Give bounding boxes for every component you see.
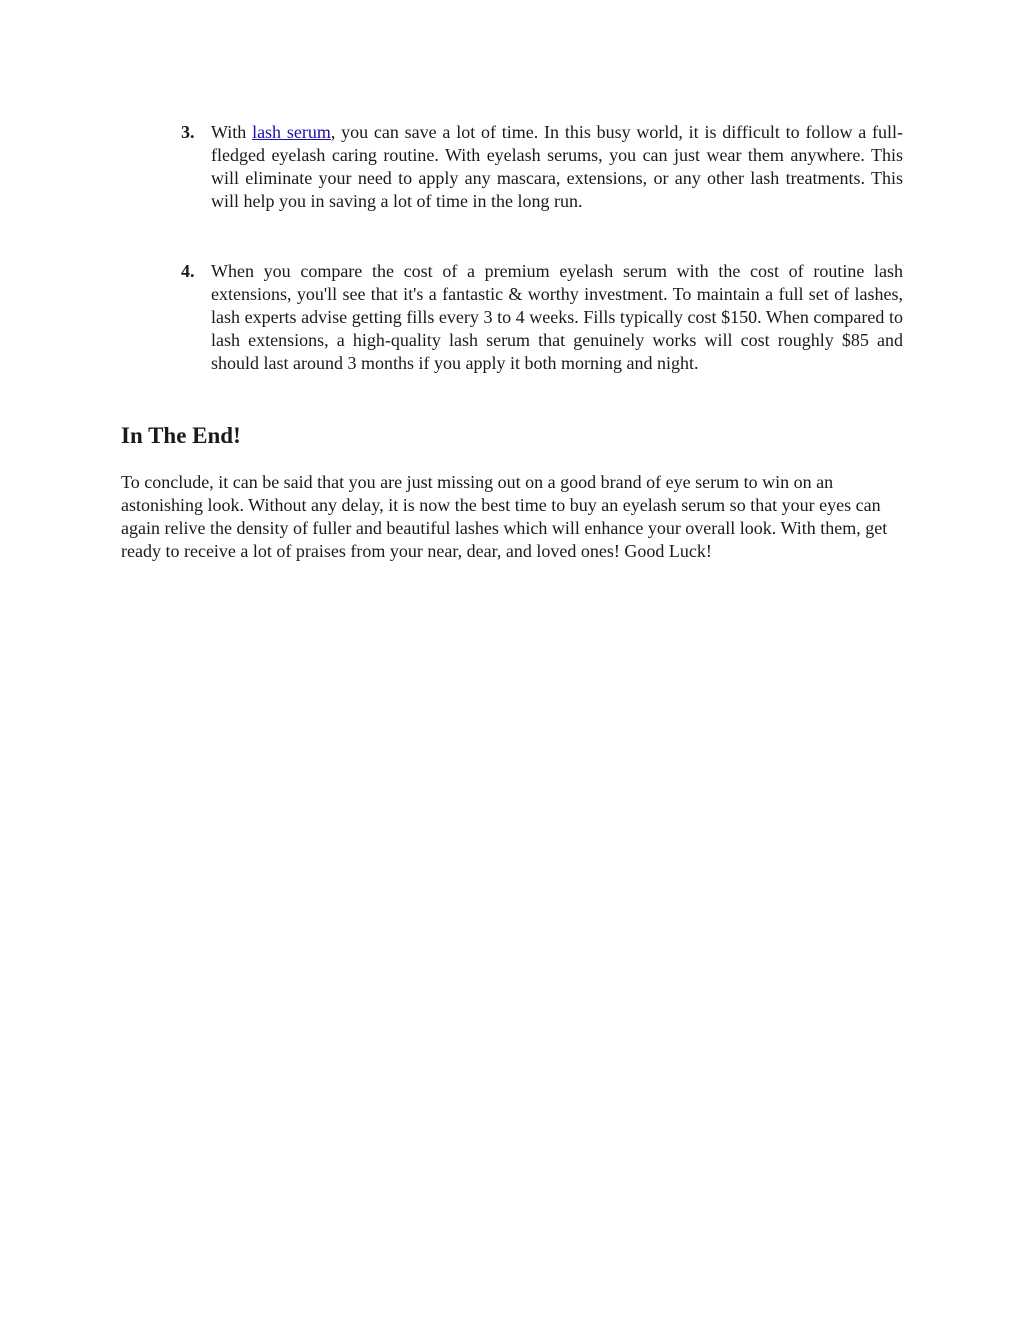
list-item-3 [181, 121, 903, 213]
section-heading: In The End! [121, 423, 241, 448]
list-item-3-text-after-link: , you can save a lot of time. In this busy world, it is difficult to follow a full-fledged eyelash caring routine. With eyelash serums, you can just wear them anywhere. This will eliminate your need to apply any mascara, extensions, or any other lash treatments. This will help you in saving a lot of time in the long run. [211, 122, 903, 211]
list-number-3: 3. [181, 122, 195, 142]
list-item-3-text-before-link: With [211, 122, 253, 142]
list-item-4-text: When you compare the cost of a premium eyelash serum with the cost of routine lash extensions, you'll see that it's a fantastic & worthy investment. To maintain a full set of lashes, lash experts advise getting fills every 3 to 4 weeks. Fills typically cost $150. When compared to lash extensions, a high-quality lash serum that genuinely works will cost roughly $85 and should last around 3 months if you apply it both morning and night. [211, 261, 903, 373]
list-item-4 [181, 260, 903, 375]
list-item-3-text [211, 121, 903, 213]
conclusion-paragraph: To conclude, it can be said that you are just missing out on a good brand of eye serum to win on an astonishing look. Without any delay, it is now the best time to buy an eyelash serum so that your eyes can again relive the density of fuller and beautiful lashes which will enhance your overall look. With them, get ready to receive a lot of praises from your near, dear, and loved ones! Good Luck! [121, 472, 888, 561]
list-number-4: 4. [181, 261, 195, 281]
lash-serum-link[interactable]: lash serum [252, 122, 331, 142]
